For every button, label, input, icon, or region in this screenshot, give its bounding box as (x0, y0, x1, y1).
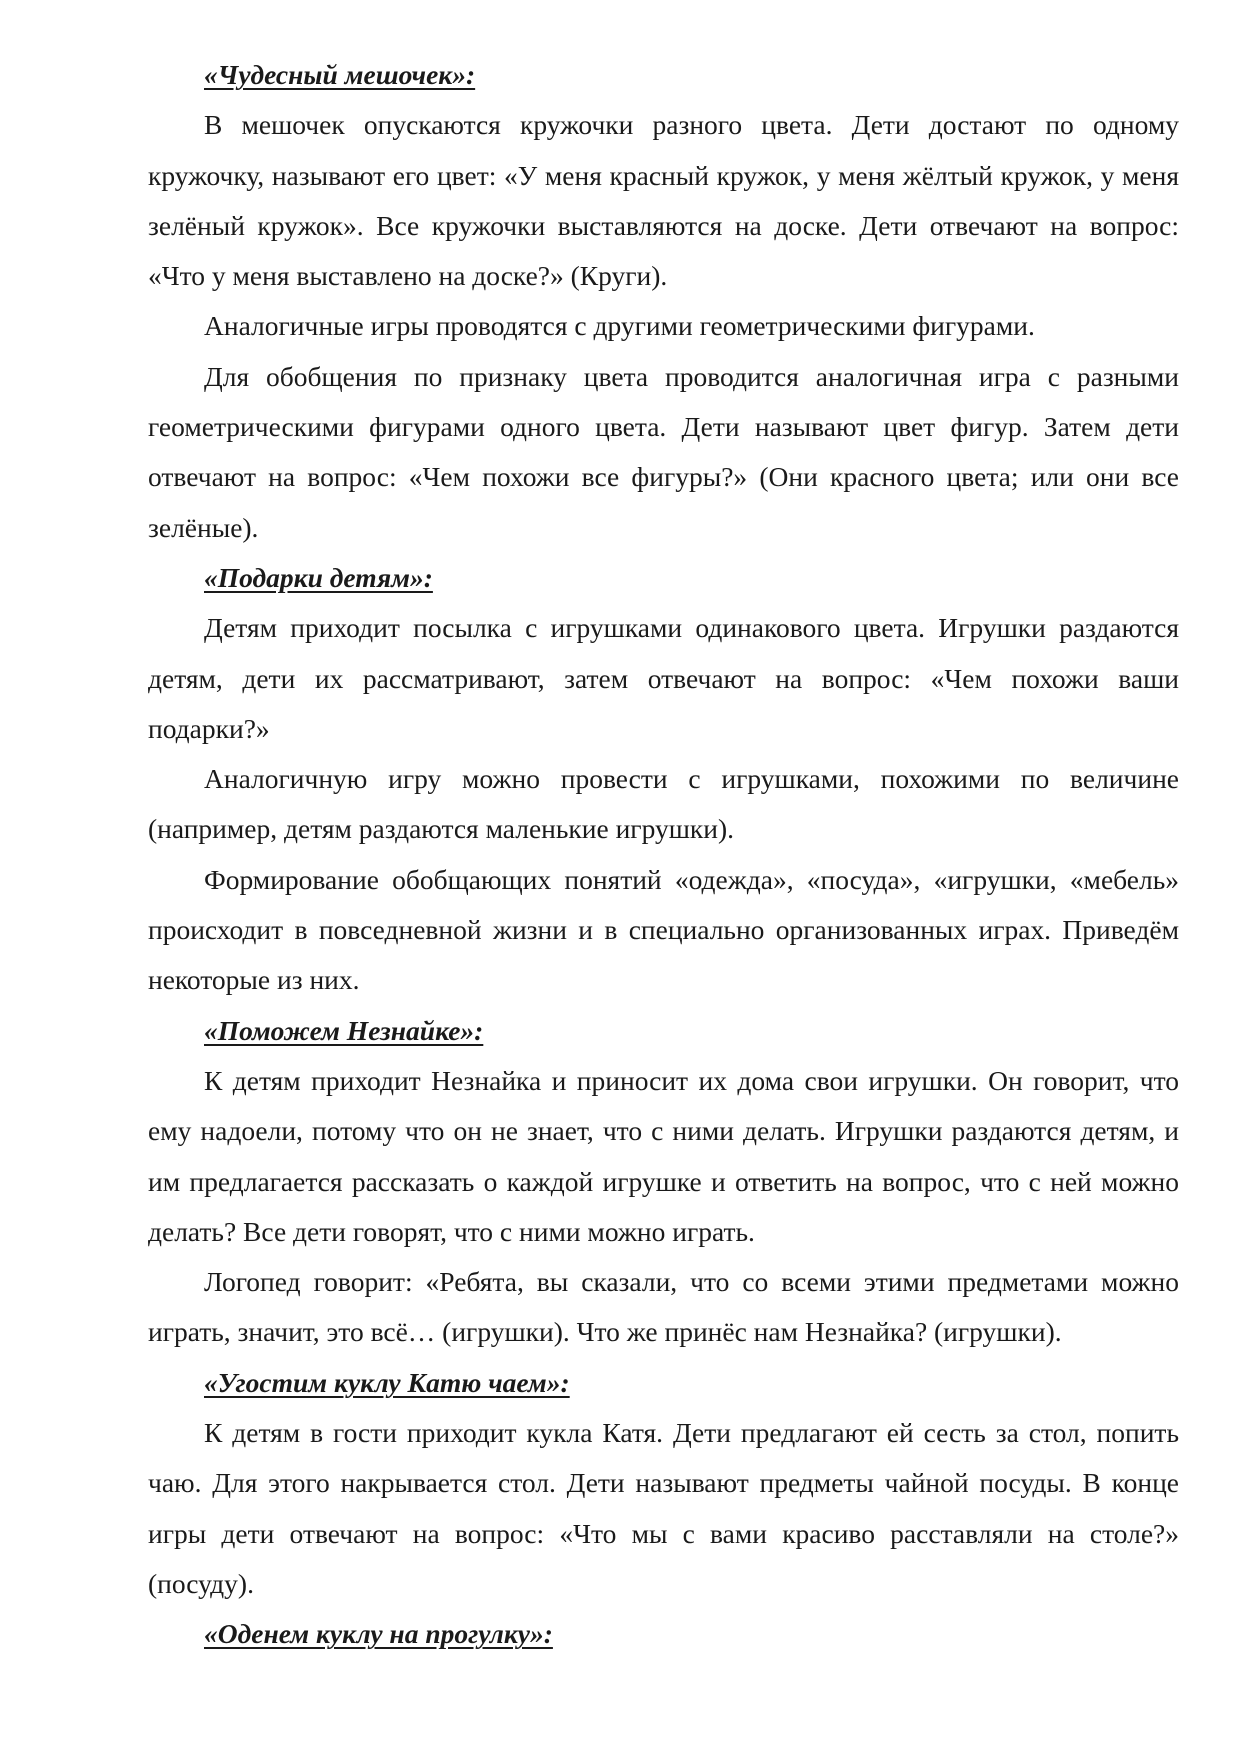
paragraph: Аналогичную игру можно провести с игрушками, похожими по величине (например, детям раздаются маленькие игрушки). (148, 763, 1179, 845)
section-odenem-kuklu (148, 1609, 1179, 1659)
paragraph: Детям приходит посылка с игрушками одинакового цвета. Игрушки раздаются детям, дети их рассматривают, затем отвечают на вопрос: «Чем похожи ваши подарки?» (148, 612, 1179, 744)
section-podarki-detyam (148, 553, 1179, 1006)
paragraph: Аналогичные игры проводятся с другими геометрическими фигурами. (204, 310, 1035, 342)
section-heading: «Чудесный мешочек»: (204, 59, 476, 90)
section-heading: «Поможем Незнайке»: (204, 1014, 484, 1046)
paragraph: Логопед говорит: «Ребята, вы сказали, что со всеми этими предметами можно играть, значит, это всё… (игрушки). Что же принёс нам Незнайка? (игрушки). (148, 1266, 1179, 1348)
section-chudesny-meshochek (148, 50, 1179, 553)
paragraph: В мешочек опускаются кружочки разного цвета. Дети достают по одному кружочку, называют его цвет: «У меня красный кружок, у меня жёлтый кружок, у меня зелёный кружок». Все кружочки выставляются на доске. Дети отвечают на вопрос: «Что у меня выставлено на доске?» (Круги). (148, 109, 1179, 292)
section-heading: «Угостим куклу Катю чаем»: (204, 1366, 570, 1398)
paragraph: Для обобщения по признаку цвета проводится аналогичная игра с разными геометрическими фигурами одного цвета. Дети называют цвет фигур. Затем дети отвечают на вопрос: «Чем похожи все фигуры?» (Они красного цвета; или они все зелёные). (148, 360, 1179, 543)
section-heading: «Подарки детям»: (204, 561, 433, 593)
section-heading: «Оденем куклу на прогулку»: (204, 1618, 553, 1650)
paragraph: К детям приходит Незнайка и приносит их дома свои игрушки. Он говорит, что ему надоели, потому что он не знает, что с ними делать. Игрушки раздаются детям, и им предлагается рассказать о каждой игрушке и ответить на вопрос, что с ней можно делать? Все дети говорят, что с ними можно играть. (148, 1064, 1179, 1247)
paragraph: Формирование обобщающих понятий «одежда», «посуда», «игрушки, «мебель» происходит в повседневной жизни и в специально организованных играх. Приведём некоторые из них. (148, 863, 1179, 996)
section-ugostim-kuklu (148, 1358, 1179, 1609)
section-pomozhem-neznayke (148, 1006, 1179, 1358)
paragraph: К детям в гости приходит кукла Катя. Дети предлагают ей сесть за стол, попить чаю. Для этого накрывается стол. Дети называют предметы чайной посуды. В конце игры дети отвечают на вопрос: «Что мы с вами красиво расставляли на столе?» (посуду). (148, 1417, 1179, 1599)
